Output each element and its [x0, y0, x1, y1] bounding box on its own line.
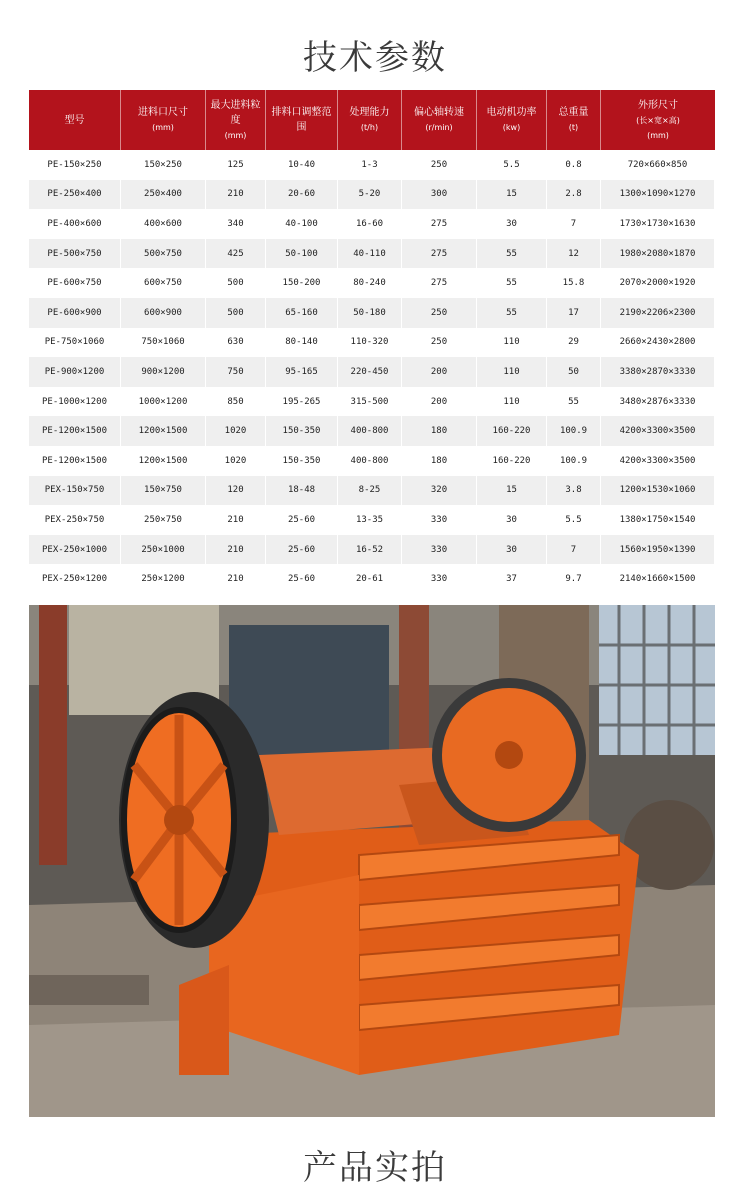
table-cell: 720×660×850 [601, 150, 715, 180]
table-cell: 150×250 [121, 150, 206, 180]
table-row [29, 505, 715, 535]
table-cell: 55 [547, 387, 601, 417]
table-cell: 55 [477, 298, 547, 328]
table-cell: 160-220 [477, 416, 547, 446]
table-cell: 1-3 [338, 150, 402, 180]
table-cell: PE-150×250 [29, 150, 121, 180]
table-row [29, 476, 715, 506]
table-cell: 750×1060 [121, 328, 206, 358]
table-row [29, 298, 715, 328]
table-cell: 20-61 [338, 564, 402, 594]
column-header-dimensions: 外形尺寸 (长×宽×高) (mm) [601, 90, 715, 150]
column-header-max-feed-size: 最大进料粒度 (mm) [206, 90, 266, 150]
table-cell: 110 [477, 387, 547, 417]
table-cell: 220-450 [338, 357, 402, 387]
table-cell: 25-60 [266, 505, 338, 535]
table-cell: PE-600×900 [29, 298, 121, 328]
table-cell: PEX-250×1000 [29, 535, 121, 565]
table-cell: 160-220 [477, 446, 547, 476]
table-cell: 16-52 [338, 535, 402, 565]
column-header-capacity: 处理能力 (t/h) [338, 90, 402, 150]
table-cell: 1560×1950×1390 [601, 535, 715, 565]
table-cell: 900×1200 [121, 357, 206, 387]
table-cell: 17 [547, 298, 601, 328]
column-header-model: 型号 [29, 90, 121, 150]
table-cell: 12 [547, 239, 601, 269]
table-cell: 250 [402, 328, 477, 358]
table-cell: 600×750 [121, 268, 206, 298]
spec-table-header [29, 90, 715, 150]
table-cell: 2190×2206×2300 [601, 298, 715, 328]
table-row [29, 387, 715, 417]
table-cell: 18-48 [266, 476, 338, 506]
table-cell: 330 [402, 564, 477, 594]
table-cell: 30 [477, 209, 547, 239]
table-cell: 40-110 [338, 239, 402, 269]
table-cell: 1200×1530×1060 [601, 476, 715, 506]
table-cell: 15.8 [547, 268, 601, 298]
table-row [29, 446, 715, 476]
table-cell: 1980×2080×1870 [601, 239, 715, 269]
table-row [29, 535, 715, 565]
column-header-discharge-range: 排料口调整范围 [266, 90, 338, 150]
spec-table-body [29, 150, 715, 594]
table-cell: 330 [402, 505, 477, 535]
table-cell: 180 [402, 446, 477, 476]
table-cell: 15 [477, 180, 547, 210]
table-cell: 275 [402, 239, 477, 269]
table-cell: 1380×1750×1540 [601, 505, 715, 535]
table-cell: 425 [206, 239, 266, 269]
table-cell: 2070×2000×1920 [601, 268, 715, 298]
table-cell: 7 [547, 535, 601, 565]
table-cell: 80-240 [338, 268, 402, 298]
table-cell: 95-165 [266, 357, 338, 387]
table-cell: PE-400×600 [29, 209, 121, 239]
table-cell: 210 [206, 535, 266, 565]
table-cell: 9.7 [547, 564, 601, 594]
table-cell: 1200×1500 [121, 446, 206, 476]
table-cell: 180 [402, 416, 477, 446]
table-cell: 80-140 [266, 328, 338, 358]
table-cell: 400×600 [121, 209, 206, 239]
table-cell: 250 [402, 298, 477, 328]
column-header-feed-opening: 进料口尺寸 (mm) [121, 90, 206, 150]
table-cell: 1730×1730×1630 [601, 209, 715, 239]
table-cell: 0.8 [547, 150, 601, 180]
table-cell: 400-800 [338, 446, 402, 476]
table-cell: 340 [206, 209, 266, 239]
table-row [29, 150, 715, 180]
table-cell: 110 [477, 328, 547, 358]
table-cell: 400-800 [338, 416, 402, 446]
table-cell: PE-750×1060 [29, 328, 121, 358]
table-cell: 150-350 [266, 416, 338, 446]
table-cell: 210 [206, 505, 266, 535]
table-row [29, 564, 715, 594]
table-cell: 3380×2870×3330 [601, 357, 715, 387]
table-cell: 5.5 [477, 150, 547, 180]
table-cell: 200 [402, 387, 477, 417]
table-row [29, 209, 715, 239]
table-cell: 55 [477, 239, 547, 269]
table-cell: 210 [206, 180, 266, 210]
table-cell: 250×400 [121, 180, 206, 210]
table-cell: 250×1200 [121, 564, 206, 594]
table-cell: 8-25 [338, 476, 402, 506]
table-cell: 250×1000 [121, 535, 206, 565]
table-cell: 13-35 [338, 505, 402, 535]
table-cell: 37 [477, 564, 547, 594]
table-cell: PE-900×1200 [29, 357, 121, 387]
table-row [29, 239, 715, 269]
table-cell: 1200×1500 [121, 416, 206, 446]
table-cell: 50 [547, 357, 601, 387]
table-cell: 150-350 [266, 446, 338, 476]
table-cell: 125 [206, 150, 266, 180]
product-photo [29, 605, 715, 1117]
table-cell: 29 [547, 328, 601, 358]
table-cell: 40-100 [266, 209, 338, 239]
table-cell: PEX-250×1200 [29, 564, 121, 594]
table-cell: 50-100 [266, 239, 338, 269]
table-cell: 120 [206, 476, 266, 506]
column-header-motor-power: 电动机功率 (kw) [477, 90, 547, 150]
table-cell: 100.9 [547, 416, 601, 446]
page-title: 技术参数 [303, 38, 447, 78]
table-cell: 3480×2876×3330 [601, 387, 715, 417]
table-row [29, 357, 715, 387]
table-cell: 500×750 [121, 239, 206, 269]
table-cell: 250 [402, 150, 477, 180]
table-cell: 200 [402, 357, 477, 387]
table-cell: 50-180 [338, 298, 402, 328]
table-cell: 15 [477, 476, 547, 506]
table-cell: 275 [402, 268, 477, 298]
table-cell: 55 [477, 268, 547, 298]
table-cell: 1020 [206, 446, 266, 476]
table-cell: 4200×3300×3500 [601, 446, 715, 476]
table-cell: PE-250×400 [29, 180, 121, 210]
table-cell: PE-1000×1200 [29, 387, 121, 417]
table-cell: PE-1200×1500 [29, 446, 121, 476]
table-cell: 110-320 [338, 328, 402, 358]
table-cell: 2.8 [547, 180, 601, 210]
table-cell: 1000×1200 [121, 387, 206, 417]
table-cell: 5.5 [547, 505, 601, 535]
column-header-weight: 总重量 (t) [547, 90, 601, 150]
table-cell: 20-60 [266, 180, 338, 210]
jaw-crusher-illustration [29, 605, 715, 1117]
table-cell: 750 [206, 357, 266, 387]
table-cell: 1020 [206, 416, 266, 446]
table-cell: 330 [402, 535, 477, 565]
table-cell: 2140×1660×1500 [601, 564, 715, 594]
table-cell: PEX-250×750 [29, 505, 121, 535]
table-cell: PE-1200×1500 [29, 416, 121, 446]
table-cell: 10-40 [266, 150, 338, 180]
table-cell: 850 [206, 387, 266, 417]
table-row [29, 180, 715, 210]
table-row [29, 328, 715, 358]
table-cell: 600×900 [121, 298, 206, 328]
table-cell: 25-60 [266, 564, 338, 594]
table-cell: 16-60 [338, 209, 402, 239]
table-cell: 30 [477, 505, 547, 535]
table-cell: 300 [402, 180, 477, 210]
table-cell: 1300×1090×1270 [601, 180, 715, 210]
table-cell: 25-60 [266, 535, 338, 565]
table-cell: 210 [206, 564, 266, 594]
table-cell: 5-20 [338, 180, 402, 210]
table-cell: 250×750 [121, 505, 206, 535]
table-cell: 150-200 [266, 268, 338, 298]
table-cell: PE-500×750 [29, 239, 121, 269]
table-cell: 4200×3300×3500 [601, 416, 715, 446]
spec-table [29, 90, 715, 594]
table-cell: 630 [206, 328, 266, 358]
section-title-product-photo: 产品实拍 [303, 1148, 447, 1188]
table-cell: PE-600×750 [29, 268, 121, 298]
table-cell: 150×750 [121, 476, 206, 506]
table-cell: 195-265 [266, 387, 338, 417]
table-cell: 65-160 [266, 298, 338, 328]
table-cell: 3.8 [547, 476, 601, 506]
table-cell: 2660×2430×2800 [601, 328, 715, 358]
table-cell: 275 [402, 209, 477, 239]
table-cell: 320 [402, 476, 477, 506]
table-cell: 7 [547, 209, 601, 239]
table-row [29, 268, 715, 298]
table-cell: 315-500 [338, 387, 402, 417]
table-cell: 30 [477, 535, 547, 565]
table-cell: 500 [206, 268, 266, 298]
table-cell: 110 [477, 357, 547, 387]
table-cell: 100.9 [547, 446, 601, 476]
table-cell: 500 [206, 298, 266, 328]
table-row [29, 416, 715, 446]
table-cell: PEX-150×750 [29, 476, 121, 506]
column-header-shaft-speed: 偏心轴转速 (r/min) [402, 90, 477, 150]
